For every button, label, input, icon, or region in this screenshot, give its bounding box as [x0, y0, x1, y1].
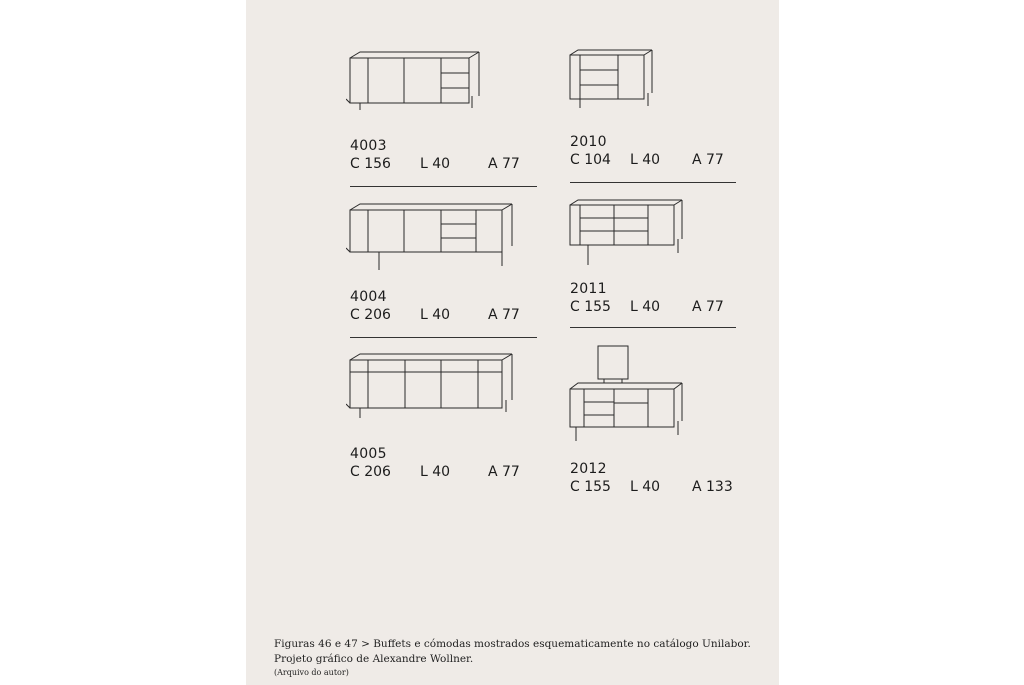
dim-c: C 156	[350, 156, 391, 172]
item-code: 4003	[350, 138, 387, 154]
sketch-2010	[566, 48, 656, 110]
caption-line-2: Projeto gráfico de Alexandre Wollner.	[274, 653, 474, 665]
dim-l: L 40	[420, 464, 451, 480]
sketch-4003	[346, 50, 481, 112]
item-code: 4004	[350, 289, 387, 305]
figure-caption	[274, 637, 774, 678]
item-code: 2011	[570, 281, 607, 297]
sketch-4005	[346, 350, 516, 420]
divider	[350, 337, 537, 338]
dim-c: C 206	[350, 307, 391, 323]
sketch-4004	[346, 200, 516, 272]
item-code: 2012	[570, 461, 607, 477]
sketch-2012	[566, 345, 686, 445]
divider	[570, 182, 736, 183]
dim-l: L 40	[420, 156, 451, 172]
caption-source: (Arquivo do autor)	[274, 668, 349, 677]
dim-c: C 155	[570, 299, 611, 315]
dim-a: A 133	[692, 479, 733, 495]
dim-l: L 40	[630, 479, 661, 495]
divider	[570, 327, 736, 328]
dim-l: L 40	[420, 307, 451, 323]
dim-a: A 77	[692, 299, 724, 315]
divider	[350, 186, 537, 187]
dim-c: C 206	[350, 464, 391, 480]
dim-a: A 77	[488, 156, 520, 172]
sketch-2011	[566, 197, 686, 267]
caption-line-1: Figuras 46 e 47 > Buffets e cómodas mostrados esquematicamente no catálogo Unilabor.	[274, 638, 751, 650]
dim-a: A 77	[692, 152, 724, 168]
dim-a: A 77	[488, 307, 520, 323]
dim-l: L 40	[630, 299, 661, 315]
dim-a: A 77	[488, 464, 520, 480]
dim-c: C 155	[570, 479, 611, 495]
catalog-page	[246, 0, 779, 685]
dim-c: C 104	[570, 152, 611, 168]
item-code: 2010	[570, 134, 607, 150]
item-code: 4005	[350, 446, 387, 462]
dim-l: L 40	[630, 152, 661, 168]
